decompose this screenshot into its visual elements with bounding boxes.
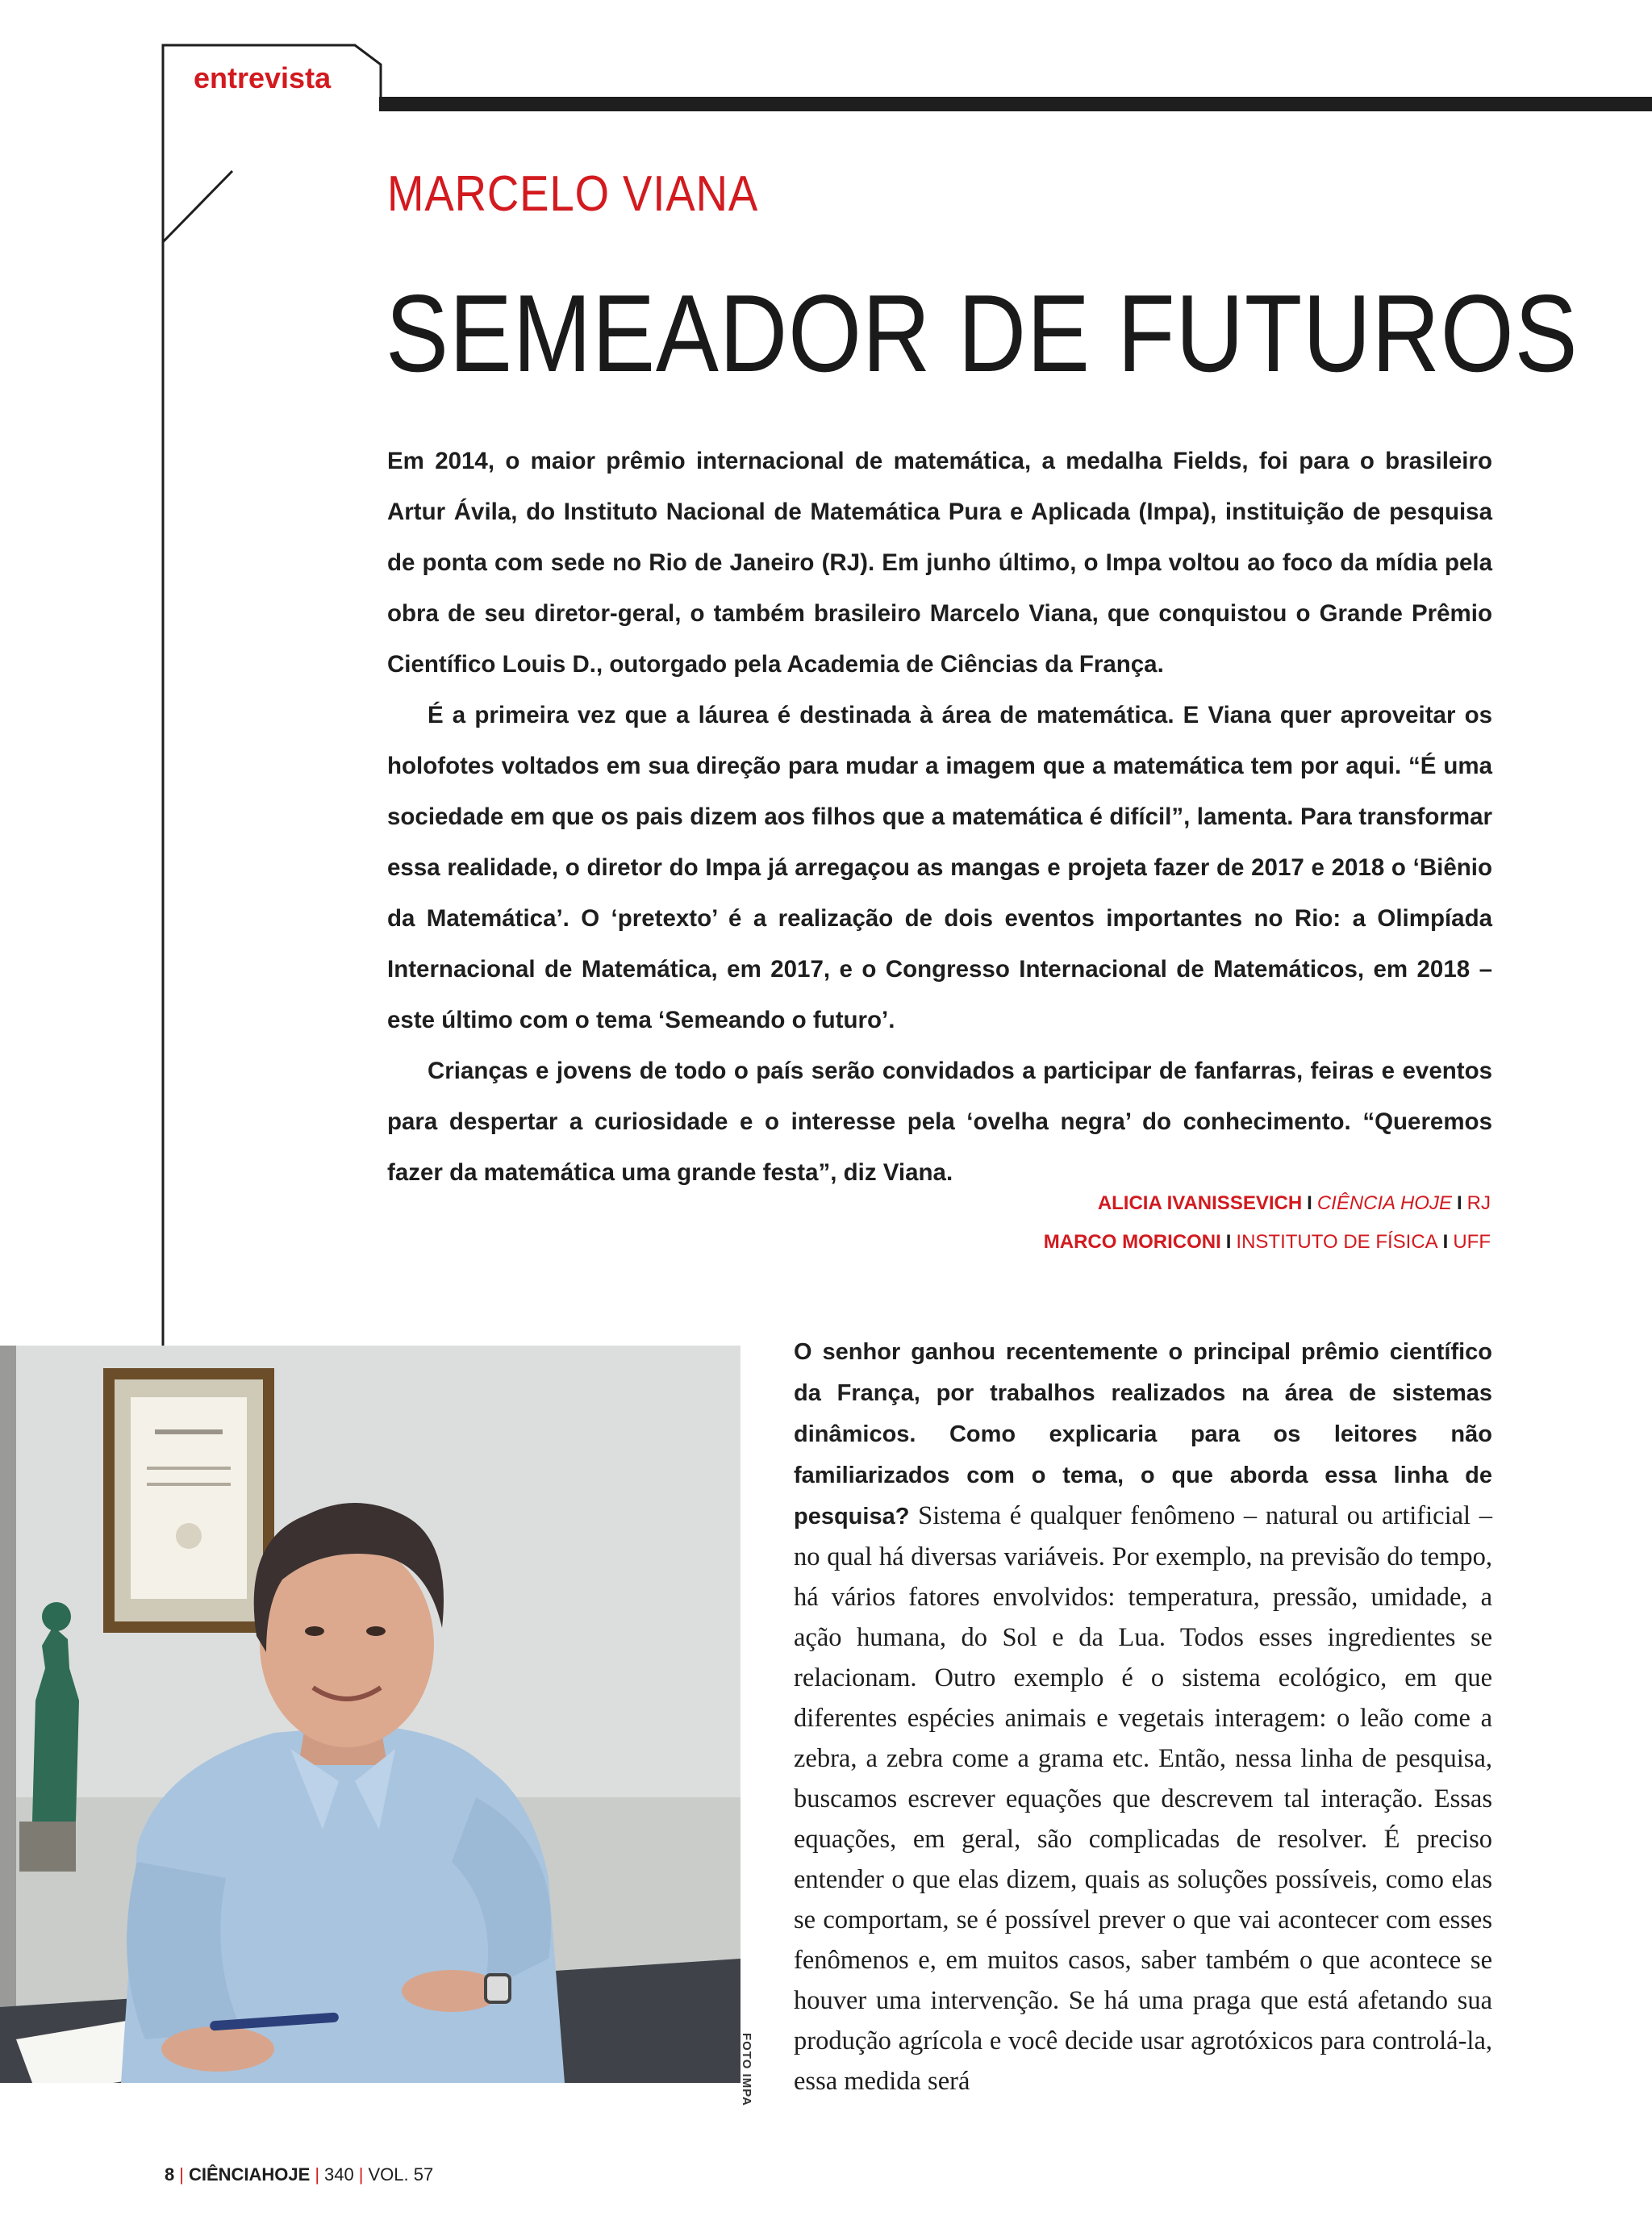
photo-credit: FOTO IMPA bbox=[740, 2033, 753, 2106]
interview-text bbox=[794, 1331, 1492, 2101]
intro-paragraph: Em 2014, o maior prêmio internacional de matemática, a medalha Fields, foi para o brasileiro Artur Ávila, do Instituto Nacional de Matemática Pura e Aplicada (Impa), instituição de pesquisa de ponta com sede no Rio de Janeiro (RJ). Em junho último, o Impa voltou ao foco da mídia pela obra de seu diretor-geral, o também brasileiro Marcelo Viana, que conquistou o Grande Prêmio Científico Louis D., outorgado pela Academia de Ciências da França. bbox=[387, 448, 1492, 678]
interviewee-name: MARCELO VIANA bbox=[387, 166, 759, 222]
section-tab-outline bbox=[163, 45, 381, 1346]
interview-answer: Sistema é qualquer fenômeno – natural ou artificial – no qual há diversas variáveis. Por exemplo, na previsão do tempo, há vários fatores envolvidos: temperatura, pressão, umidade, a ação humana, do Sol e da Lua. Todos esses ingredientes se relacionam. Outro exemplo é o sistema ecológico, em que diferentes espécies animais e vegetais interagem: o leão come a zebra, a zebra come a grama etc. Então, nessa linha de pesquisa, buscamos escrever equações que descrevem tal interação. Essas equações, em geral, são complicadas de resolver. É preciso entender o que elas dizem, quais as soluções possíveis, como elas se comportam, se é possível prever o que vai acontecer com esses fenômenos e, em muitos casos, saber também o que acontece se houver uma intervenção. Se há uma praga que está afetando sua produção agrícola e você decide usar agrotóxicos para controlá-la, essa medida será bbox=[794, 1501, 1493, 2096]
top-rule bbox=[379, 97, 1652, 111]
headline: SEMEADOR DE FUTUROS bbox=[386, 272, 1579, 394]
magazine-name: CIÊNCIAHOJE bbox=[188, 2164, 311, 2185]
volume: VOL. 57 bbox=[368, 2164, 434, 2185]
author-place: UFF bbox=[1453, 1231, 1491, 1253]
issue-number: 340 bbox=[324, 2164, 354, 2185]
byline bbox=[1044, 1184, 1491, 1262]
byline-row: MARCO MORICONI I INSTITUTO DE FÍSICA I UFF bbox=[1043, 1231, 1491, 1253]
author-org: CIÊNCIA HOJE bbox=[1316, 1192, 1452, 1214]
section-label: entrevista bbox=[194, 61, 332, 94]
author-name: ALICIA IVANISSEVICH bbox=[1097, 1192, 1303, 1214]
portrait-photo bbox=[0, 1346, 740, 2083]
author-org: INSTITUTO DE FÍSICA bbox=[1236, 1231, 1438, 1253]
intro-paragraph: É a primeira vez que a láurea é destinada à área de matemática. E Viana quer aproveitar os holofotes voltados em sua direção para mudar a imagem que a matemática tem por aqui. “É uma sociedade em que os pais dizem aos filhos que a matemática é difícil”, lamenta. Para transformar essa realidade, o diretor do Impa já arregaçou as mangas e projeta fazer de 2017 e 2018 o ‘Biênio da Matemática’. O ‘pretexto’ é a realização de dois eventos importantes no Rio: a Olimpíada Internacional de Matemática, em 2017, e o Congresso Internacional de Matemáticos, em 2018 – este último com o tema ‘Semeando o futuro’. bbox=[387, 702, 1492, 1033]
portrait-illustration bbox=[0, 1346, 740, 2083]
author-name: MARCO MORICONI bbox=[1043, 1231, 1221, 1253]
page-footer: 8 | CIÊNCIAHOJE | 340 | VOL. 57 bbox=[165, 2164, 434, 2185]
interview-question: O senhor ganhou recentemente o principal prêmio científico da França, por trabalhos realizados na área de sistemas dinâmicos. Como explicaria para os leitores não familiarizados com o tema, o que aborda essa linha de pesquisa? bbox=[794, 1339, 1492, 1529]
author-place: RJ bbox=[1466, 1192, 1491, 1214]
page-number: 8 bbox=[165, 2164, 175, 2185]
intro-paragraph: Crianças e jovens de todo o país serão convidados a participar de fanfarras, feiras e eventos para despertar a curiosidade e o interesse pela ‘ovelha negra’ do conhecimento. “Queremos fazer da matemática uma grande festa”, diz Viana. bbox=[387, 1058, 1492, 1186]
intro-text bbox=[387, 436, 1492, 1198]
byline-row: ALICIA IVANISSEVICH I CIÊNCIA HOJE I RJ bbox=[1097, 1192, 1491, 1214]
diagonal-rule bbox=[163, 171, 232, 242]
